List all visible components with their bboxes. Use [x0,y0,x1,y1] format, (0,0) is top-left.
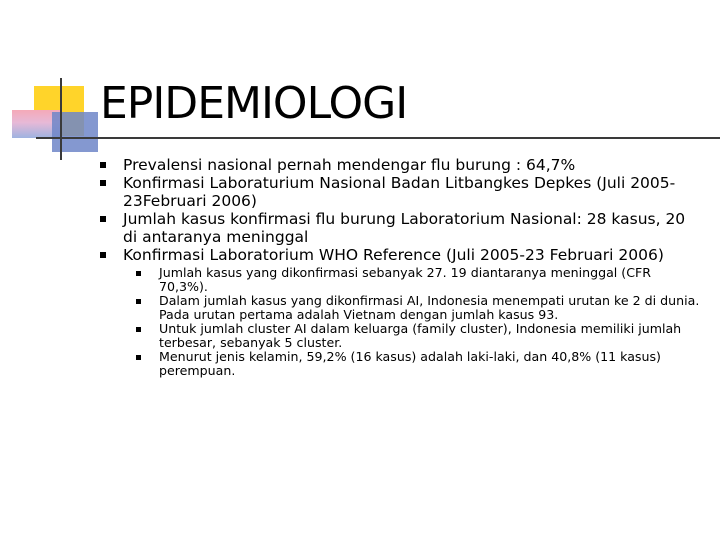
sub-bullet-square-icon [136,355,141,360]
bullet-list [100,156,700,378]
sub-bullet-text: Menurut jenis kelamin, 59,2% (16 kasus) adalah laki-laki, dan 40,8% (11 kasus) perempuan. [159,349,661,378]
sub-bullet-item [123,322,700,350]
sub-bullet-square-icon [136,327,141,332]
sub-bullet-square-icon [136,271,141,276]
sub-bullet-list [123,266,700,378]
title-underline [36,137,720,139]
bullet-text: Konfirmasi Laboraturium Nasional Badan Litbangkes Depkes (Juli 2005-23Februari 2006) [123,174,676,210]
sub-bullet-square-icon [136,299,141,304]
sub-bullet-text: Jumlah kasus yang dikonfirmasi sebanyak 27. 19 diantaranya meninggal (CFR 70,3%). [159,265,651,294]
sub-bullet-item [123,266,700,294]
sub-bullet-text: Dalam jumlah kasus yang dikonfirmasi AI, Indonesia menempati urutan ke 2 di dunia. Pada urutan pertama adalah Vietnam dengan jumlah kasus 93. [159,293,700,322]
bullet-item [100,246,700,378]
bullet-text: Konfirmasi Laboratorium WHO Reference (Juli 2005-23 Februari 2006) [123,246,664,264]
sub-bullet-text: Untuk jumlah cluster AI dalam keluarga (family cluster), Indonesia memiliki jumlah terbesar, sebanyak 5 cluster. [159,321,682,350]
bullet-item [100,210,700,246]
bullet-square-icon [100,216,106,222]
bullet-square-icon [100,252,106,258]
bullet-text: Prevalensi nasional pernah mendengar flu burung : 64,7% [123,156,576,174]
bullet-square-icon [100,180,106,186]
decor-vertical-line [60,78,62,160]
slide-title: EPIDEMIOLOGI [100,78,408,129]
sub-bullet-item [123,350,700,378]
decor-blue-square [52,112,98,152]
bullet-text: Jumlah kasus konfirmasi flu burung Laboratorium Nasional: 28 kasus, 20 di antaranya meninggal [123,210,686,246]
bullet-item [100,156,700,174]
bullet-item [100,174,700,210]
sub-bullet-item [123,294,700,322]
bullet-square-icon [100,162,106,168]
